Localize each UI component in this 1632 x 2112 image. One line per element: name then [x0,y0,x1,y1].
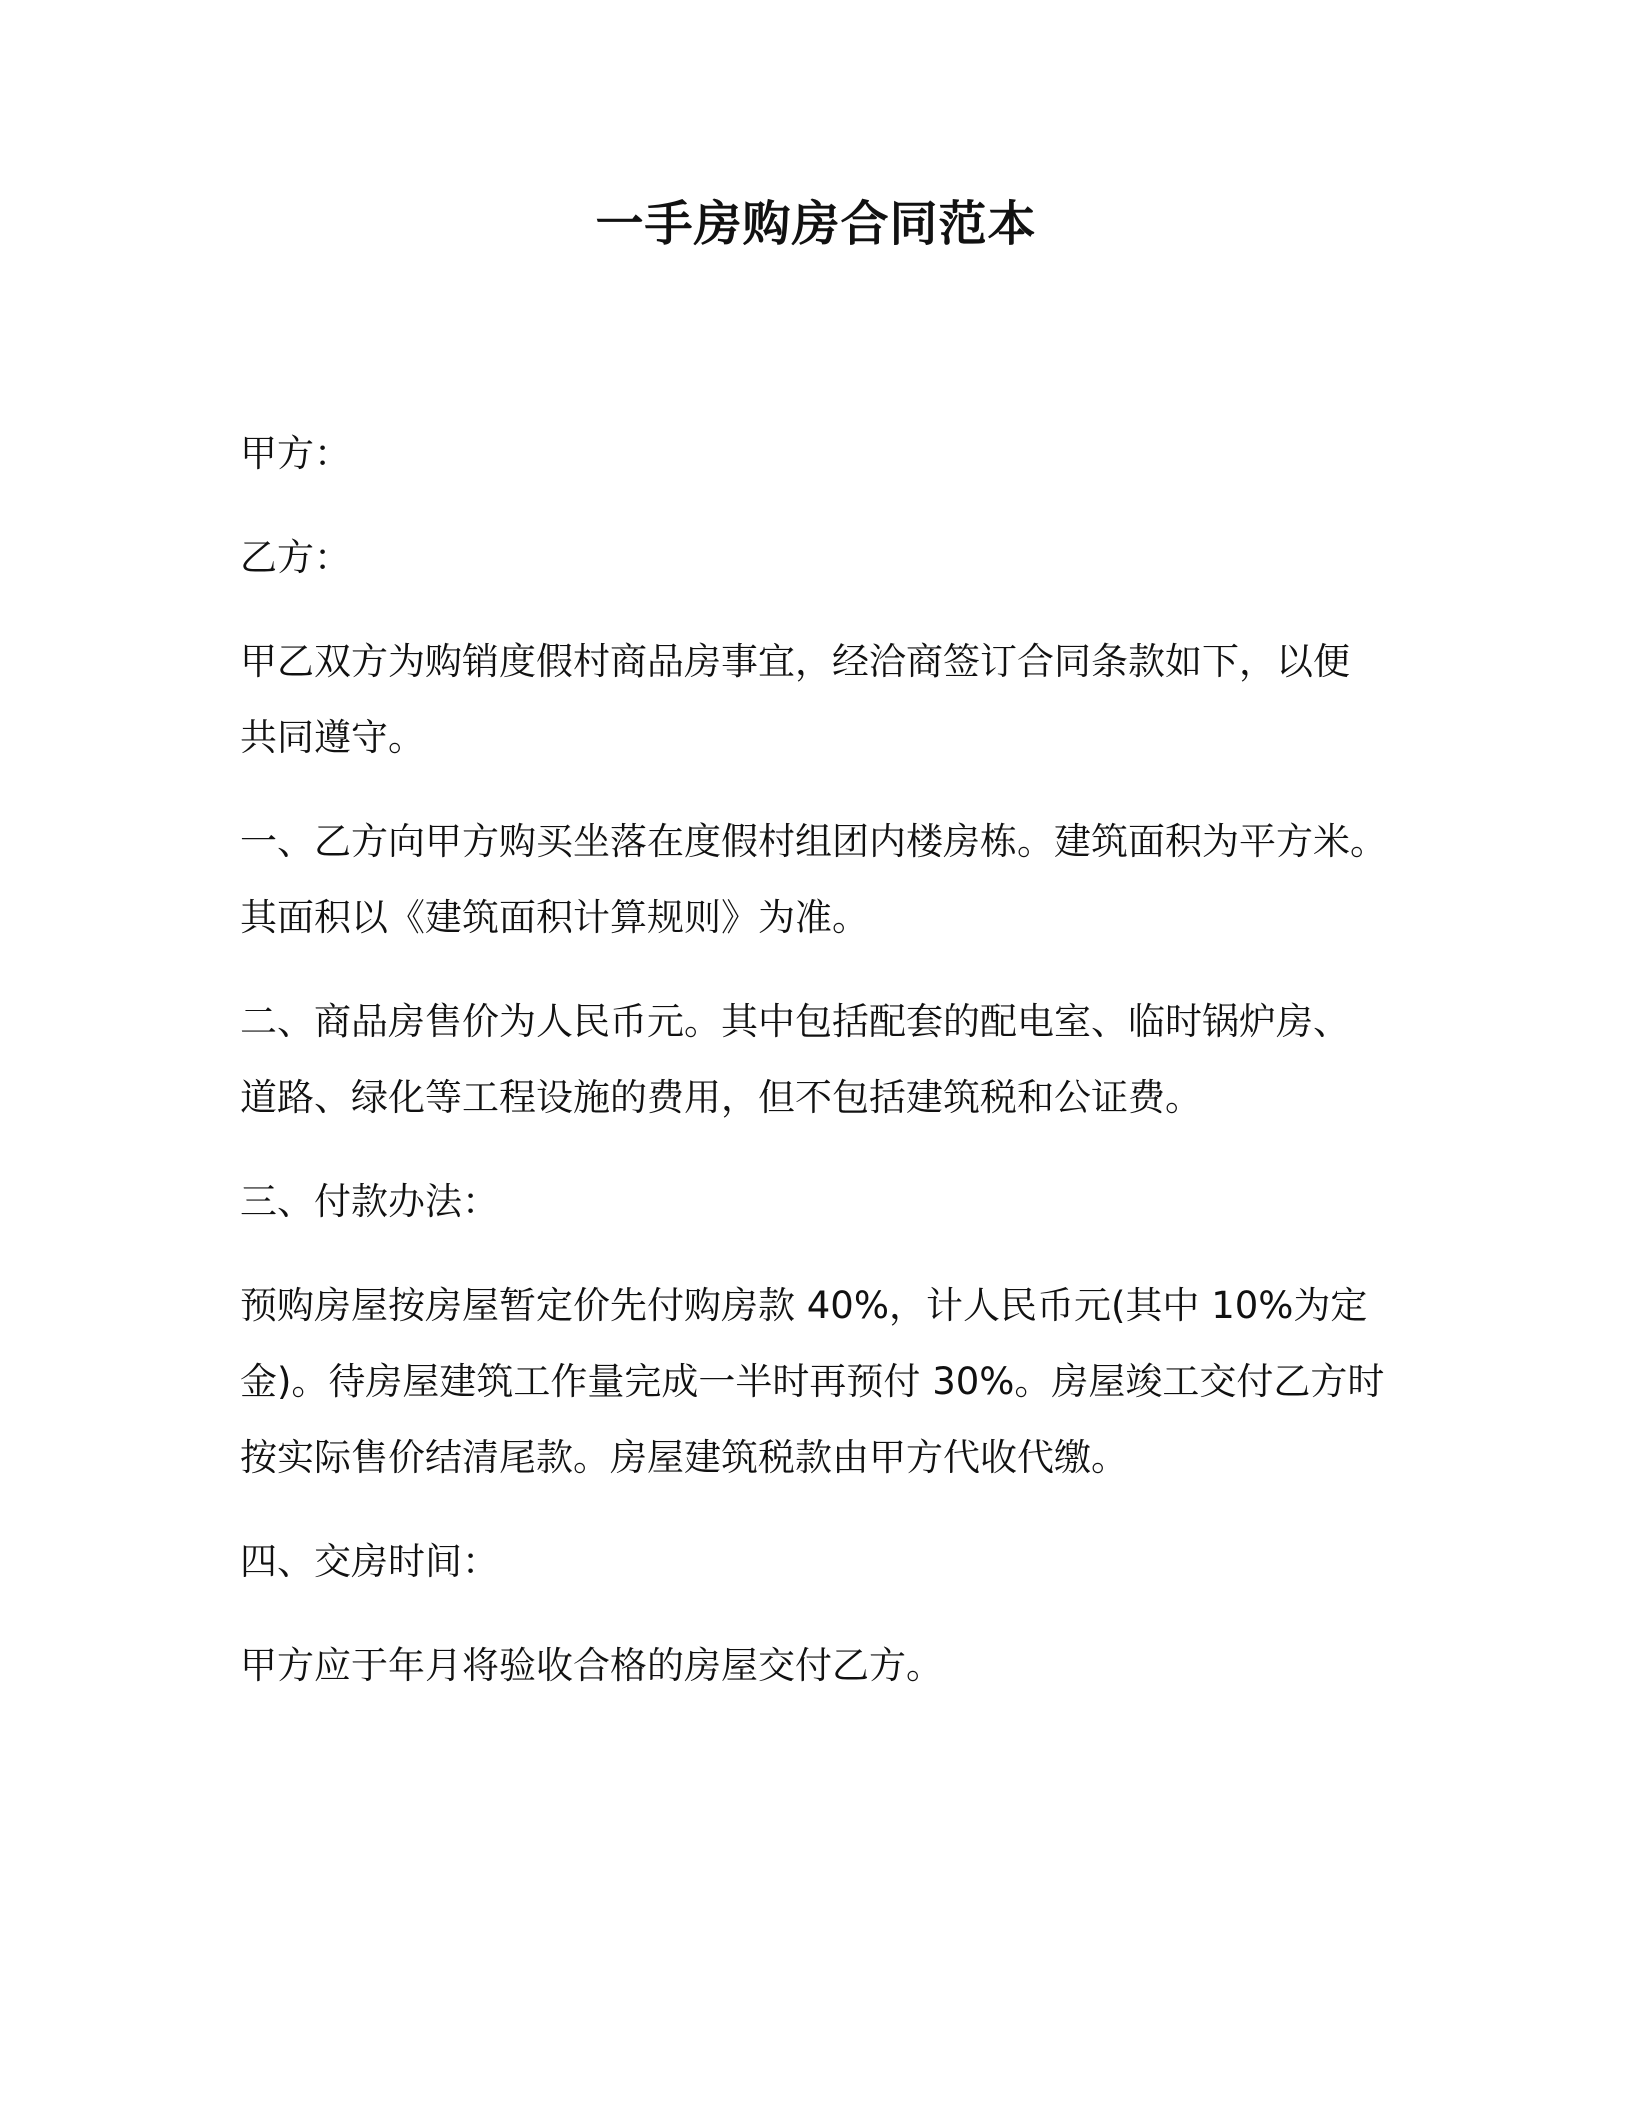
clause-3-heading: 三、付款办法： [240,1180,499,1223]
party-a-line: 甲方： [240,432,351,475]
clause-1-line-2: 其面积以《建筑面积计算规则》为准。 [240,896,869,939]
clause-1-paragraph [240,804,1400,956]
document-body [240,416,1400,1732]
clause-3-line-1: 预购房屋按房屋暂定价先付购房款 40%，计人民币元(其中 10%为定 [240,1284,1368,1327]
clause-2-line-2: 道路、绿化等工程设施的费用，但不包括建筑税和公证费。 [240,1076,1202,1119]
clause-4-heading: 四、交房时间： [240,1540,499,1583]
clause-2-paragraph [240,984,1400,1136]
intro-paragraph [240,624,1400,776]
intro-line-2: 共同遵守。 [240,716,425,759]
intro-line-1: 甲乙双方为购销度假村商品房事宜，经洽商签订合同条款如下，以便 [240,640,1350,683]
clause-1-line-1: 一、乙方向甲方购买坐落在度假村组团内楼房栋。建筑面积为平方米。 [240,820,1387,863]
party-b-line: 乙方： [240,536,351,579]
document-title: 一手房购房合同范本 [595,196,1037,252]
clause-4-paragraph: 甲方应于年月将验收合格的房屋交付乙方。 [240,1644,943,1687]
clause-3-paragraph [240,1268,1400,1496]
clause-2-line-1: 二、商品房售价为人民币元。其中包括配套的配电室、临时锅炉房、 [240,1000,1350,1043]
clause-3-line-2: 金)。待房屋建筑工作量完成一半时再预付 30%。房屋竣工交付乙方时 [240,1360,1385,1403]
clause-3-line-3: 按实际售价结清尾款。房屋建筑税款由甲方代收代缴。 [240,1436,1128,1479]
